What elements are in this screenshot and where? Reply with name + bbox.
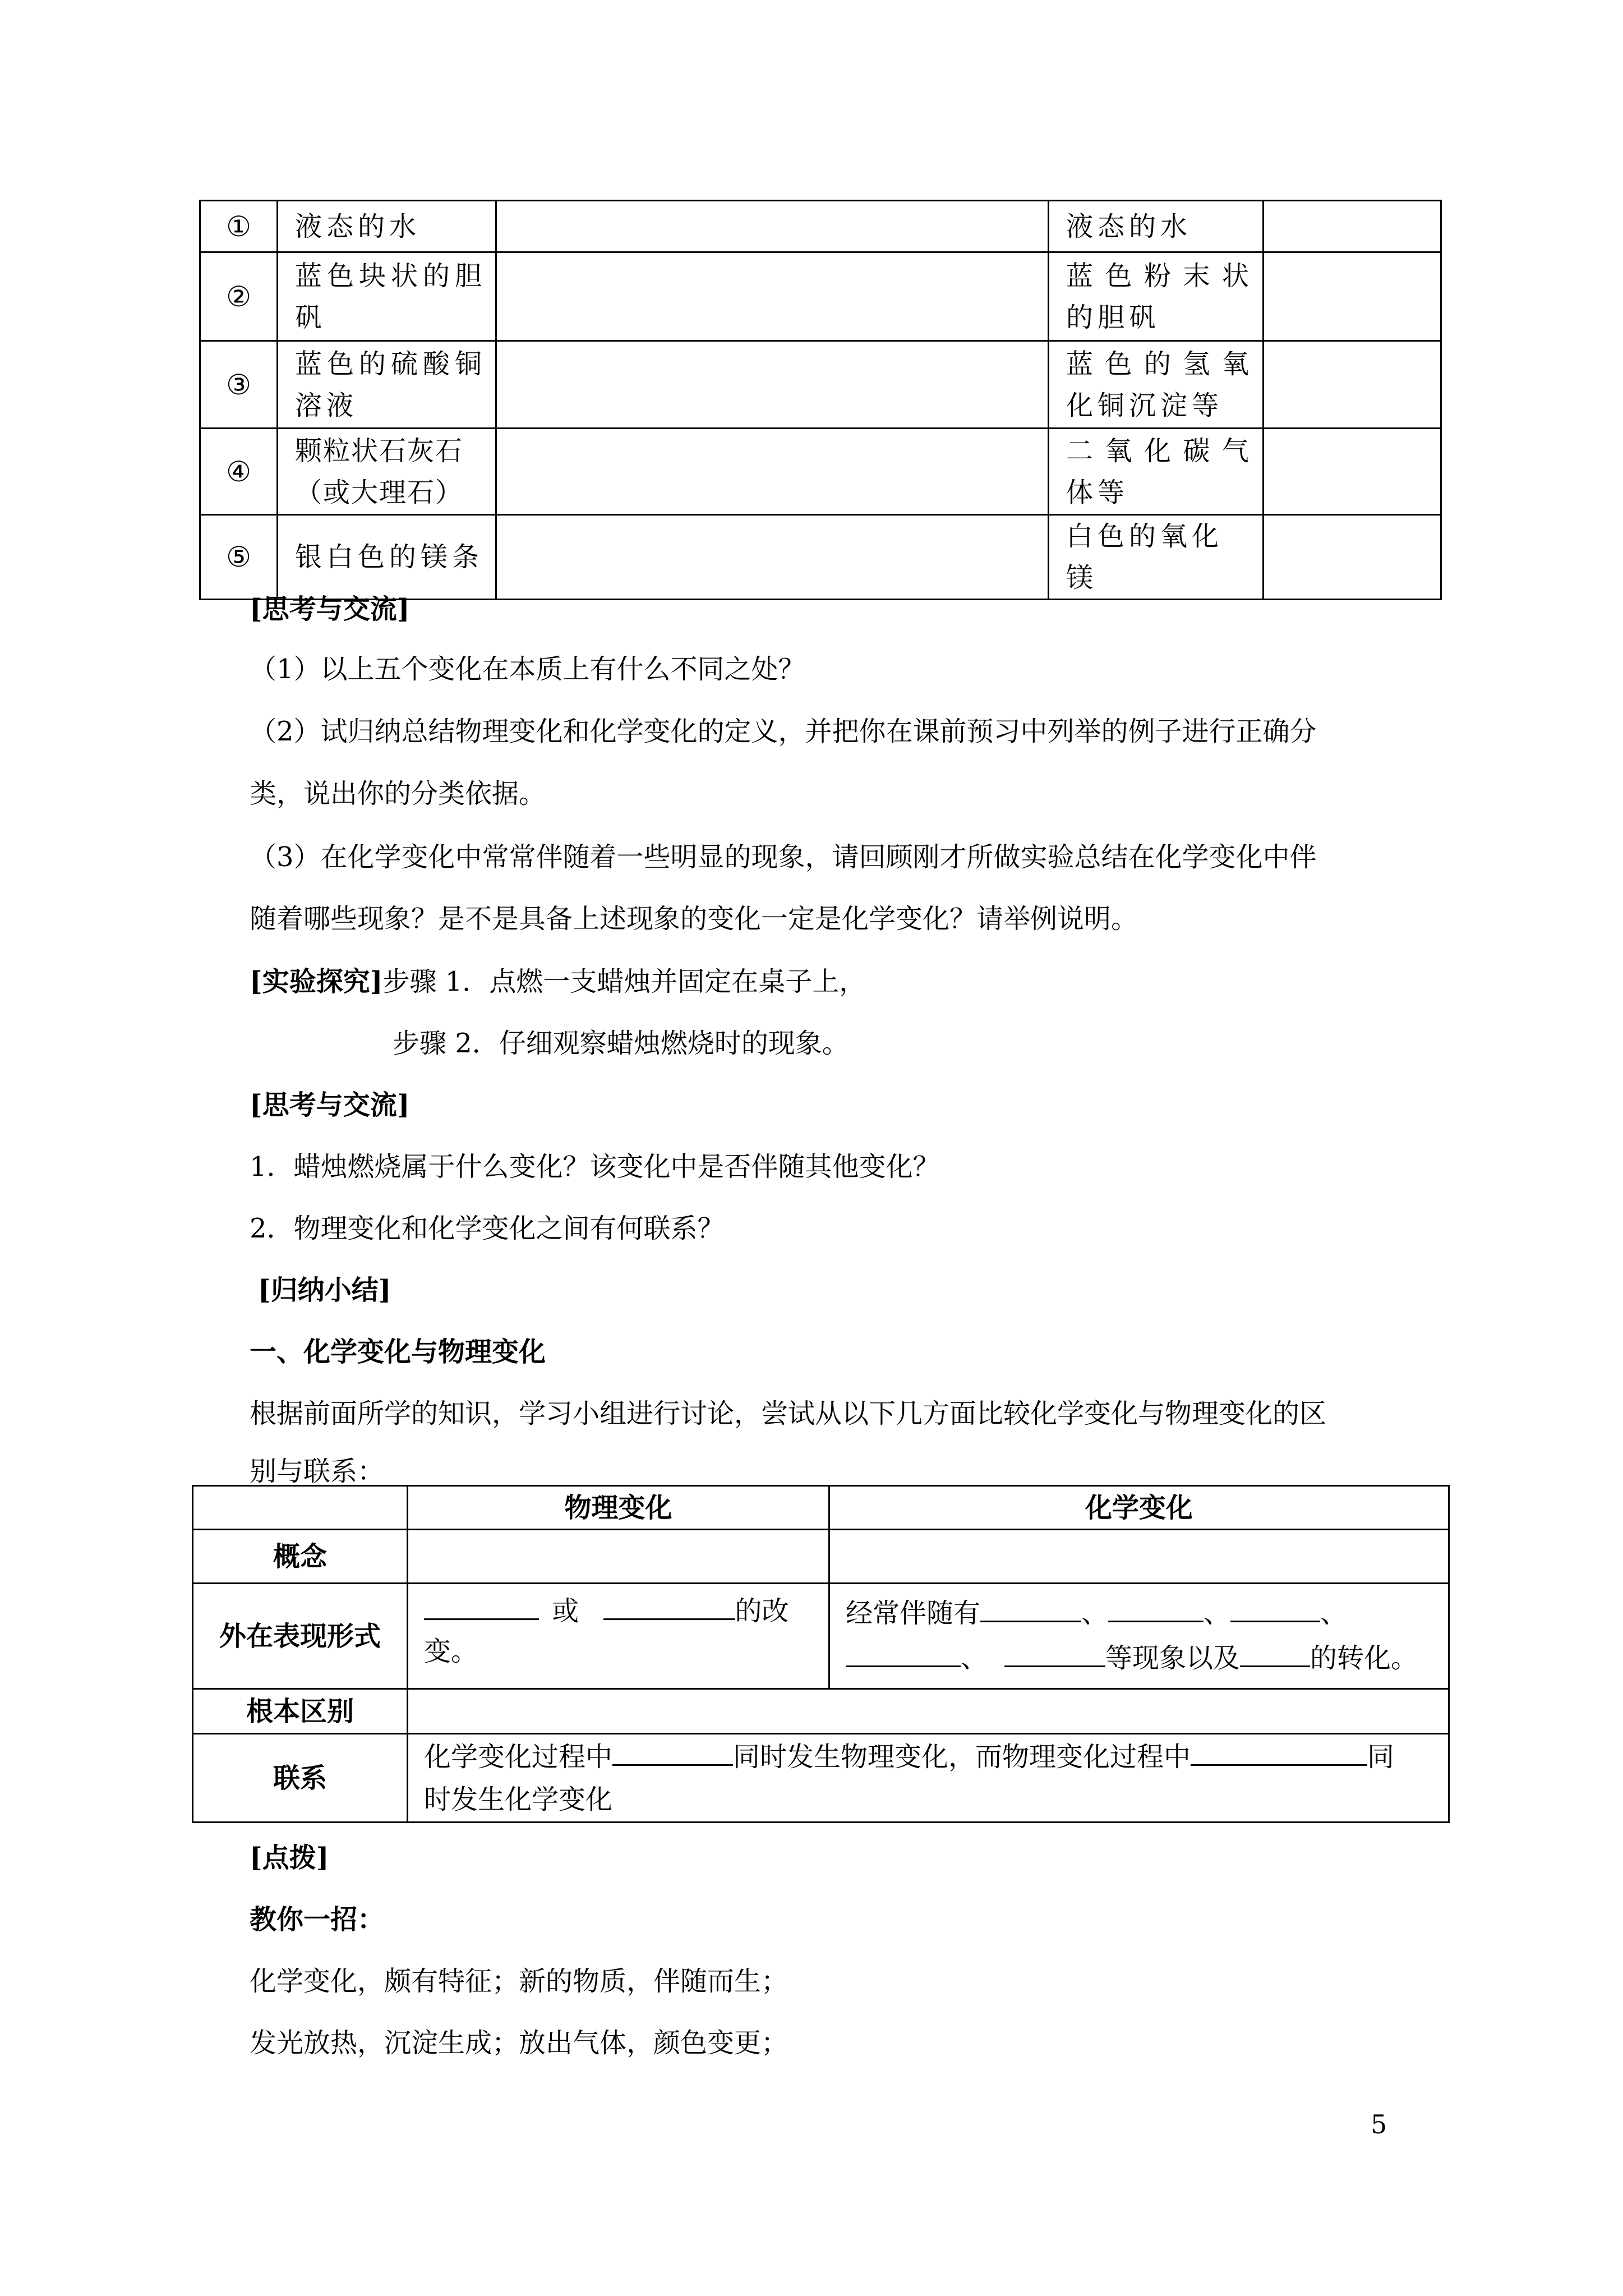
fill-blank[interactable] [1240,1640,1310,1667]
blank-cell [829,1530,1449,1584]
cell-text: 等现象以及 [1105,1642,1241,1674]
cell-text: 化学变化过程中 [424,1741,613,1773]
tips-subheading: 教你一招： [250,1904,385,1935]
question-text: （1）以上五个变化在本质上有什么不同之处？ [250,654,805,685]
blank-cell [496,515,1049,600]
row-header-relation: 联系 [193,1734,408,1823]
after-cell: 二氧化碳气体等 [1049,429,1264,515]
think-heading: [思考与交流] [250,593,410,625]
page-number: 5 [1371,2109,1387,2139]
blank-cell [496,201,1049,252]
blank-cell [496,429,1049,515]
blank-cell [408,1530,829,1584]
fill-blank[interactable] [603,1593,735,1620]
question-text: 类，说出你的分类依据。 [250,778,546,809]
blank-cell [496,252,1049,341]
blank-cell [408,1689,1449,1734]
cell-text: 时发生化学变化 [424,1783,613,1815]
row-header-form: 外在表现形式 [193,1584,408,1689]
physical-form-cell [408,1584,829,1689]
table-row [200,201,1441,252]
relation-cell [408,1734,1449,1823]
before-cell: 蓝色块状的胆矾 [278,252,496,341]
row-number: ③ [200,341,278,429]
before-cell: 银白色的镁条 [278,515,496,600]
blank-cell [1264,201,1441,252]
row-number: ② [200,252,278,341]
separator: 、 [1204,1598,1231,1629]
before-cell: 蓝色的硫酸铜溶液 [278,341,496,429]
row-number: ④ [200,429,278,515]
think-heading: [思考与交流] [250,1089,410,1121]
fill-blank[interactable] [1108,1595,1204,1622]
fill-blank[interactable] [846,1640,961,1667]
table-row [200,252,1441,341]
fill-blank[interactable] [1191,1738,1367,1766]
experiment-step-2: 步骤 2．仔细观察蜡烛燃烧时的现象。 [393,1028,849,1059]
question-text: 随着哪些现象？是不是具备上述现象的变化一定是化学变化？请举例说明。 [250,903,1138,935]
after-cell: 白色的氧化镁 [1049,515,1264,600]
table-row [193,1734,1449,1823]
header-physical: 物理变化 [408,1486,829,1530]
blank-cell [1264,252,1441,341]
experiment-table [199,200,1442,600]
table-row [200,515,1441,600]
tips-heading: [点拨] [250,1842,329,1874]
blank-cell [1264,429,1441,515]
table-row [193,1689,1449,1734]
fill-blank[interactable] [424,1593,539,1620]
mnemonic-line: 发光放热，沉淀生成；放出气体，颜色变更； [250,2027,789,2059]
table-row [193,1530,1449,1584]
connector-text: 或 [552,1595,579,1627]
fill-blank[interactable] [1230,1595,1320,1622]
header-chemical: 化学变化 [829,1486,1449,1530]
experiment-heading: [实验探究] [250,966,383,997]
table-row [200,429,1441,515]
before-cell: 液态的水 [278,201,496,252]
fill-blank[interactable] [980,1595,1081,1622]
question-text: 1．蜡烛燃烧属于什么变化？该变化中是否伴随其他变化？ [250,1151,940,1182]
blank-cell [496,341,1049,429]
intro-text: 别与联系： [250,1456,385,1487]
cell-text: 同 [1367,1741,1395,1773]
fill-blank[interactable] [1004,1640,1105,1667]
summary-heading: [归纳小结] [258,1274,391,1306]
row-header-concept: 概念 [193,1530,408,1584]
experiment-step-1: 步骤 1．点燃一支蜡烛并固定在桌子上， [382,966,866,997]
suffix-text: 的转化。 [1310,1642,1418,1674]
separator: 、 [1081,1598,1109,1629]
experiment-line [250,965,866,999]
cell-text: 经常伴随有 [846,1598,981,1629]
intro-text: 根据前面所学的知识，学习小组进行讨论，尝试从以下几方面比较化学变化与物理变化的区 [250,1398,1327,1429]
mnemonic-line: 化学变化，颇有特征；新的物质，伴随而生； [250,1966,789,1997]
separator: 、 [961,1642,988,1674]
section-title: 一、化学变化与物理变化 [250,1336,546,1368]
fill-blank[interactable] [612,1738,733,1766]
blank-cell [1264,515,1441,600]
blank-cell [1264,341,1441,429]
suffix-text: 的改变。 [424,1595,789,1667]
table-row [193,1584,1449,1689]
corner-cell [193,1486,408,1530]
row-number: ⑤ [200,515,278,600]
question-text: （3）在化学变化中常常伴随着一些明显的现象，请回顾刚才所做实验总结在化学变化中伴 [250,841,1317,873]
chemical-form-cell [829,1584,1449,1689]
question-text: 2．物理变化和化学变化之间有何联系？ [250,1213,725,1244]
after-cell: 蓝色粉末状的胆矾 [1049,252,1264,341]
separator: 、 [1320,1598,1348,1629]
table-row [193,1486,1449,1530]
before-cell: 颗粒状石灰石（或大理石） [278,429,496,515]
question-text: （2）试归纳总结物理变化和化学变化的定义，并把你在课前预习中列举的例子进行正确分 [250,716,1317,747]
row-header-essential: 根本区别 [193,1689,408,1734]
table-row [200,341,1441,429]
cell-text: 同时发生物理变化，而物理变化过程中 [733,1741,1191,1773]
comparison-table [192,1485,1450,1823]
after-cell: 液态的水 [1049,201,1264,252]
after-cell: 蓝色的氢氧化铜沉淀等 [1049,341,1264,429]
row-number: ① [200,201,278,252]
